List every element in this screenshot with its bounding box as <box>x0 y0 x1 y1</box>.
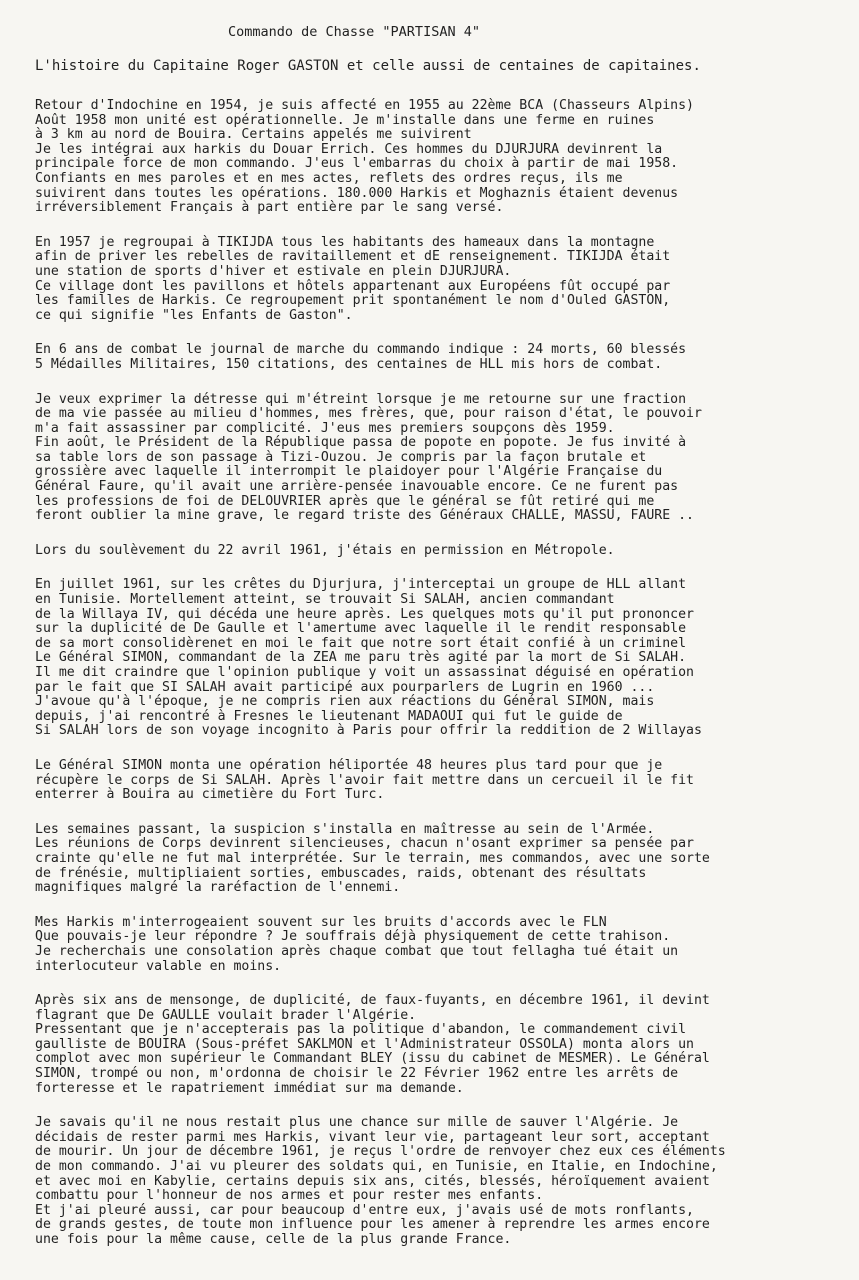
text-line: irréversiblement Français à part entière par le sang versé. <box>35 200 504 216</box>
text-line: gaulliste de BOUIRA (Sous-préfet SAKLMON et l'Administrateur OSSOLA) monta alors un <box>35 1036 694 1052</box>
paragraph <box>35 393 835 524</box>
text-line: Août 1958 mon unité est opérationnelle. Je m'installe dans une ferme en ruines <box>35 112 655 128</box>
text-line: Lors du soulèvement du 22 avril 1961, j'étais en permission en Métropole. <box>35 542 615 558</box>
text-line: de ma vie passée au milieu d'hommes, mes frères, que, pour raison d'état, le pouvoir <box>35 406 702 422</box>
text-line: Retour d'Indochine en 1954, je suis affecté en 1955 au 22ème BCA (Chasseurs Alpins) <box>35 98 694 113</box>
text-line: magnifiques malgré la raréfaction de l'ennemi. <box>35 880 401 896</box>
text-line: à 3 km au nord de Bouira. Certains appelés me suivirent <box>35 127 472 143</box>
text-line: sa table lors de son passage à Tizi-Ouzou. Je compris par la façon brutale et <box>35 449 647 465</box>
text-line: Je recherchais une consolation après chaque combat que tout fellagha tué était un <box>35 943 679 959</box>
paragraph <box>35 544 835 559</box>
text-line: principale force de mon commando. J'eus l'embarras du choix à partir de mai 1958. <box>35 156 679 172</box>
text-line: de frénésie, multipliaient sorties, embuscades, raids, obtenant des résultats <box>35 865 647 881</box>
text-line: une fois pour la même cause, celle de la plus grande France. <box>35 1232 512 1247</box>
paragraph <box>35 1116 835 1247</box>
text-line: Confiants en mes paroles et en mes actes, reflets des ordres reçus, ils me <box>35 170 623 186</box>
text-line: SIMON, trompé ou non, m'ordonna de choisir le 22 Février 1962 entre les arrêts de <box>35 1066 679 1082</box>
text-line: de mourir. Un jour de décembre 1961, je reçus l'ordre de renvoyer chez eux ces éléments <box>35 1144 726 1160</box>
text-line: sur la duplicité de De Gaulle et l'amertume avec laquelle il le rendit responsable <box>35 621 687 637</box>
document-subtitle: L'histoire du Capitaine Roger GASTON et celle aussi de centaines de capitaines. <box>35 58 701 74</box>
text-line: de grands gestes, de toute mon influence pour les amener à reprendre les armes encore <box>35 1217 710 1233</box>
text-line: et avec moi en Kabylie, certains depuis six ans, cités, blessés, héroïquement avaient <box>35 1173 710 1189</box>
text-line: Il me dit craindre que l'opinion publique y voit un assassinat déguisé en opération <box>35 665 694 680</box>
text-line: de mon commando. J'ai vu pleurer des soldats qui, en Tunisie, en Italie, en Indochine, <box>35 1159 718 1175</box>
text-line: Je savais qu'il ne nous restait plus une chance sur mille de sauver l'Algérie. Je <box>35 1115 679 1131</box>
text-line: Si SALAH lors de son voyage incognito à Paris pour offrir la reddition de 2 Willayas <box>35 723 702 739</box>
text-line: m'a fait assassiner par complicité. J'eus mes premiers soupçons dès 1959. <box>35 420 615 436</box>
text-line: En juillet 1961, sur les crêtes du Djurjura, j'interceptai un groupe de HLL allant <box>35 577 687 593</box>
text-line: Mes Harkis m'interrogeaient souvent sur les bruits d'accords avec le FLN <box>35 914 607 930</box>
text-line: Je les intégrai aux harkis du Douar Errich. Ces hommes du DJURJURA devinrent la <box>35 141 663 157</box>
text-line: depuis, j'ai rencontré à Fresnes le lieutenant MADAOUI qui fut le guide de <box>35 708 623 724</box>
text-line: Je veux exprimer la détresse qui m'étreint lorsque je me retourne sur une fraction <box>35 391 687 407</box>
paragraph <box>35 823 835 896</box>
document-title: Commando de Chasse "PARTISAN 4" <box>228 24 480 40</box>
text-line: afin de priver les rebelles de ravitaillement et dE renseignement. TIKIJDA était <box>35 249 671 265</box>
text-line: 5 Médailles Militaires, 150 citations, des centaines de HLL mis hors de combat. <box>35 356 663 372</box>
text-line: Ce village dont les pavillons et hôtels appartenant aux Européens fût occupé par <box>35 278 671 294</box>
document-body <box>35 99 835 1268</box>
paragraph <box>35 343 835 372</box>
text-line: forteresse et le rapatriement immédiat sur ma demande. <box>35 1080 464 1096</box>
text-line: Le Général SIMON, commandant de la ZEA me paru très agité par la mort de Si SALAH. <box>35 650 687 666</box>
text-line: Le Général SIMON monta une opération héliportée 48 heures plus tard pour que je <box>35 757 663 773</box>
text-line: suivirent dans toutes les opérations. 180.000 Harkis et Moghaznis étaient devenus <box>35 185 679 201</box>
text-line: interlocuteur valable en moins. <box>35 958 282 974</box>
text-line: par le fait que SI SALAH avait participé aux pourparlers de Lugrin en 1960 ... <box>35 679 655 695</box>
text-line: les professions de foi de DELOUVRIER après que le général se fût retiré qui me <box>35 493 655 509</box>
text-line: Général Faure, qu'il avait une arrière-pensée inavouable encore. Ce ne furent pas <box>35 479 679 495</box>
text-line: décidais de rester parmi mes Harkis, vivant leur vie, partageant leur sort, acceptant <box>35 1129 710 1145</box>
text-line: de sa mort consolidèrenet en moi le fait que notre sort était confié à un criminel <box>35 635 687 651</box>
text-line: récupère le corps de Si SALAH. Après l'avoir fait mettre dans un cercueil il le fit <box>35 772 694 788</box>
text-line: Les réunions de Corps devinrent silencieuses, chacun n'osant exprimer sa pensée par <box>35 836 694 852</box>
text-line: les familles de Harkis. Ce regroupement prit spontanément le nom d'Ouled GASTON, <box>35 293 671 309</box>
text-line: Que pouvais-je leur répondre ? Je souffrais déjà physiquement de cette trahison. <box>35 929 671 945</box>
paragraph <box>35 759 835 803</box>
text-line: Et j'ai pleuré aussi, car pour beaucoup d'entre eux, j'avais usé de mots ronflants, <box>35 1202 694 1218</box>
text-line: Fin août, le Président de la République passa de popote en popote. Je fus invité à <box>35 435 687 451</box>
paragraph <box>35 994 835 1096</box>
text-line: ce qui signifie "les Enfants de Gaston". <box>35 307 353 323</box>
text-line: de la Willaya IV, qui décéda une heure après. Les quelques mots qu'il put prononcer <box>35 606 694 622</box>
paragraph <box>35 236 835 324</box>
text-line: combattu pour l'honneur de nos armes et pour rester mes enfants. <box>35 1188 544 1204</box>
text-line: Pressentant que je n'accepterais pas la politique d'abandon, le commandement civil <box>35 1022 687 1038</box>
text-line: feront oublier la mine grave, le regard triste des Généraux CHALLE, MASSU, FAURE .. <box>35 508 694 524</box>
text-line: Après six ans de mensonge, de duplicité, de faux-fuyants, en décembre 1961, il devint <box>35 993 710 1009</box>
paragraph <box>35 916 835 974</box>
text-line: crainte qu'elle ne fut mal interprétée. Sur le terrain, mes commandos, avec une sorte <box>35 850 710 866</box>
paragraph <box>35 99 835 216</box>
text-line: En 6 ans de combat le journal de marche du commando indique : 24 morts, 60 blessés <box>35 342 687 358</box>
text-line: J'avoue qu'à l'époque, je ne compris rien aux réactions du Général SIMON, mais <box>35 694 655 710</box>
text-line: En 1957 je regroupai à TIKIJDA tous les habitants des hameaux dans la montagne <box>35 234 655 250</box>
text-line: en Tunisie. Mortellement atteint, se trouvait Si SALAH, ancien commandant <box>35 592 615 608</box>
text-line: enterrer à Bouira au cimetière du Fort Turc. <box>35 787 385 803</box>
text-line: flagrant que De GAULLE voulait brader l'Algérie. <box>35 1007 417 1023</box>
text-line: complot avec mon supérieur le Commandant BLEY (issu du cabinet de MESMER). Le Général <box>35 1051 710 1067</box>
text-line: une station de sports d'hiver et estivale en plein DJURJURA. <box>35 263 512 279</box>
text-line: Les semaines passant, la suspicion s'installa en maîtresse au sein de l'Armée. <box>35 821 655 837</box>
text-line: grossière avec laquelle il interrompit le plaidoyer pour l'Algérie Française du <box>35 464 663 480</box>
paragraph <box>35 578 835 739</box>
